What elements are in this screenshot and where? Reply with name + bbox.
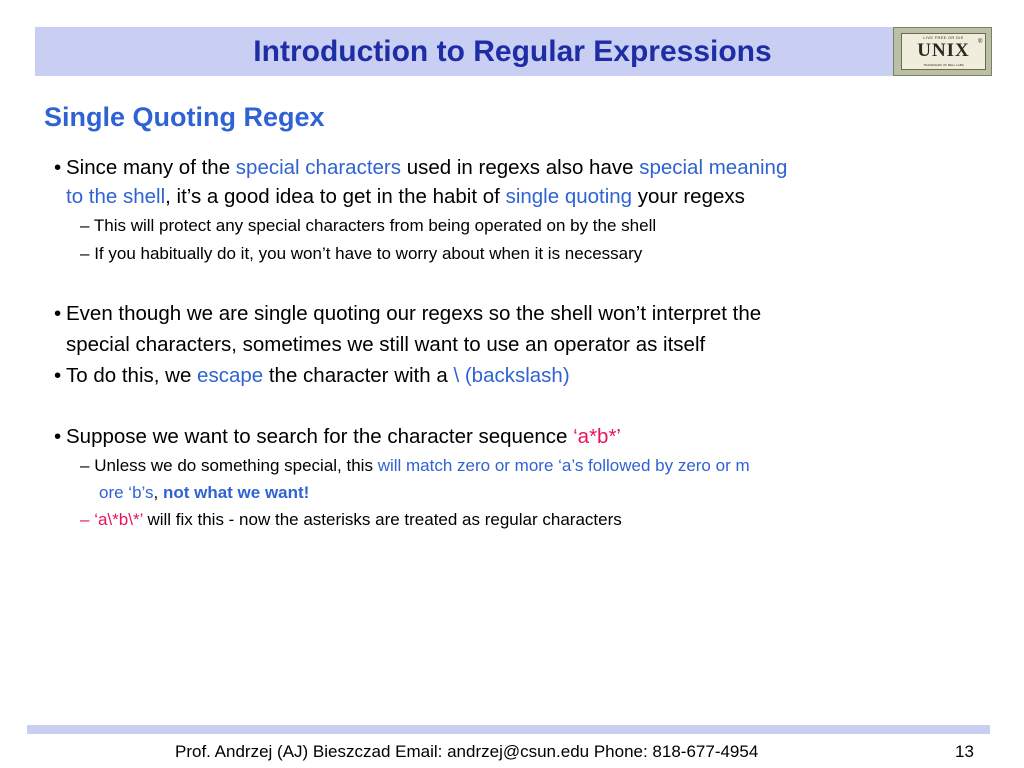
sub-bullet-text: Unless we do something special, this bbox=[94, 456, 378, 475]
bullet-dot: • bbox=[54, 364, 62, 387]
footer-text: Prof. Andrzej (AJ) Bieszczad Email: andrzej@csun.edu Phone: 818-677-4954 bbox=[175, 742, 759, 761]
text-run: your regexs bbox=[632, 185, 745, 208]
highlight-escaped-pattern: ‘a\*b\*’ bbox=[94, 510, 143, 529]
sub-bullet-dash: – bbox=[80, 456, 90, 475]
slide-subtitle: Single Quoting Regex bbox=[44, 102, 325, 132]
sub-bullet-4-2 bbox=[80, 507, 622, 533]
highlight-pattern: ‘a*b*’ bbox=[573, 425, 621, 448]
bullet-text bbox=[66, 422, 621, 451]
logo-trademark: ® bbox=[978, 39, 983, 45]
bullet-text bbox=[66, 361, 570, 390]
sub-bullet-dash: – bbox=[80, 216, 90, 235]
sub-bullet-4-1-line-2 bbox=[99, 480, 309, 506]
title-bar bbox=[35, 27, 990, 76]
text-run: Since many of the bbox=[66, 156, 236, 179]
text-run: , it’s a good idea to get in the habit of bbox=[165, 185, 506, 208]
highlight-backslash: \ (backslash) bbox=[453, 364, 570, 387]
slide-title: Introduction to Regular Expressions bbox=[253, 35, 772, 68]
bullet-dot: • bbox=[54, 302, 62, 325]
sub-bullet-1-2 bbox=[80, 241, 642, 267]
highlight-special-meaning: special meaning bbox=[639, 156, 788, 179]
bullet-text bbox=[66, 153, 787, 182]
highlight-special-characters: special characters bbox=[235, 156, 402, 179]
bullet-dot: • bbox=[54, 425, 62, 448]
sub-bullet-text: This will protect any special characters from being operated on by the shell bbox=[93, 216, 657, 235]
bullet-text: Even though we are single quoting our regexs so the shell won’t interpret the bbox=[66, 302, 762, 325]
highlight-not-what-we-want: not what we want! bbox=[162, 483, 310, 502]
sub-bullet-1-1 bbox=[80, 213, 656, 239]
sub-bullet-dash: – bbox=[80, 244, 90, 263]
highlight-to-the-shell: to the shell bbox=[66, 185, 166, 208]
bullet-text: special characters, sometimes we still want to use an operator as itself bbox=[66, 333, 706, 356]
text-run: the character with a bbox=[263, 364, 454, 387]
logo-small-print: TRADEMARK OF BELL LABS bbox=[923, 63, 964, 67]
sub-bullet-text: will fix this - now the asterisks are treated as regular characters bbox=[142, 510, 622, 529]
sub-bullet-4-1-line-1 bbox=[80, 453, 750, 479]
sub-bullet-dash: – bbox=[80, 510, 90, 529]
highlight-single-quoting: single quoting bbox=[505, 185, 633, 208]
highlight-explanation: will match zero or more ‘a’s followed by zero or m bbox=[377, 456, 750, 475]
text-run: , bbox=[153, 483, 163, 502]
highlight-explanation-cont: ore ‘b’s bbox=[99, 483, 154, 502]
bullet-dot: • bbox=[54, 156, 62, 179]
bullet-text bbox=[66, 182, 745, 211]
text-run: Suppose we want to search for the character sequence bbox=[66, 425, 574, 448]
logo-motto: LIVE FREE OR DIE bbox=[923, 35, 964, 40]
page-number: 13 bbox=[955, 742, 974, 761]
unix-logo bbox=[893, 27, 992, 76]
text-run: To do this, we bbox=[66, 364, 198, 387]
license-plate bbox=[901, 33, 986, 70]
sub-bullet-text: If you habitually do it, you won’t have to worry about when it is necessary bbox=[94, 244, 643, 263]
highlight-escape: escape bbox=[197, 364, 264, 387]
footer-bar bbox=[27, 725, 990, 734]
text-run: used in regexs also have bbox=[401, 156, 640, 179]
logo-word: UNIX bbox=[917, 40, 970, 61]
